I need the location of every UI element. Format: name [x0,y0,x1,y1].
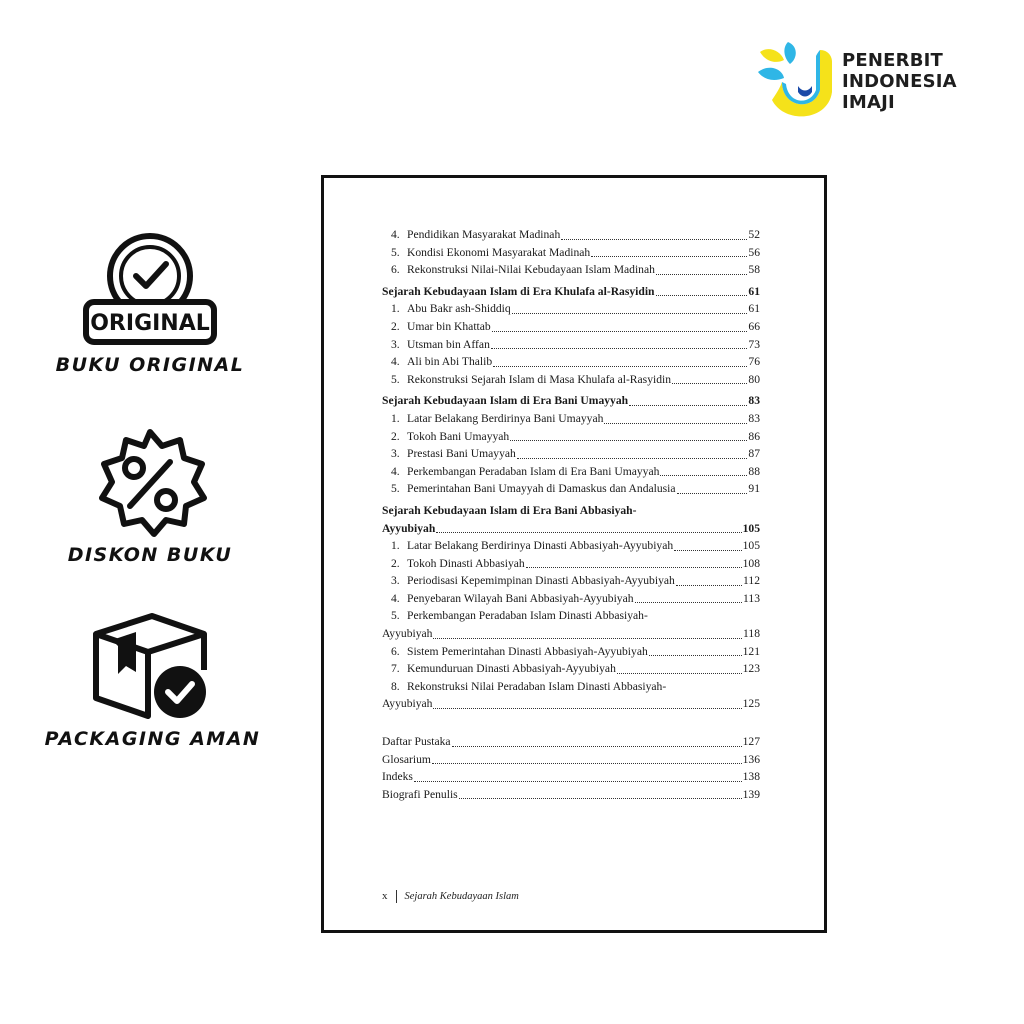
package-check-icon [88,612,218,724]
toc-item: 7. Kemunduruan Dinasti Abbasiyah-Ayyubiyah 123 [391,662,760,676]
publisher-name-line2: INDONESIA [842,71,957,92]
toc-item: 5. Kondisi Ekonomi Masyarakat Madinah 56 [391,245,760,259]
toc-back-matter: Biografi Penulis 139 [382,787,760,801]
badge-discount [55,428,245,566]
toc-item: 3. Prestasi Bani Umayyah 87 [391,447,760,461]
badge-packaging [40,612,265,750]
page-footer [382,890,519,903]
toc-item-cont: Ayyubiyah 118 [382,627,760,641]
toc-item: 5. Rekonstruksi Sejarah Islam di Masa Khulafa al-Rasyidin 80 [391,372,760,386]
toc-item: 5. Pemerintahan Bani Umayyah di Damaskus dan Andalusia 91 [391,482,760,496]
toc-item: 1. Latar Belakang Berdirinya Dinasti Abbasiyah-Ayyubiyah 105 [391,539,760,553]
toc-item: 6. Sistem Pemerintahan Dinasti Abbasiyah-Ayyubiyah 121 [391,644,760,658]
toc-back-matter: Daftar Pustaka 127 [382,735,760,749]
toc-back-matter: Indeks 138 [382,770,760,784]
toc-section-heading: Sejarah Kebudayaan Islam di Era Bani Abbasiyah- [382,503,637,517]
original-seal-icon [80,232,220,350]
toc-section-heading-cont: Ayyubiyah 105 [382,521,760,535]
toc-section-heading: Sejarah Kebudayaan Islam di Era Bani Umayyah 83 [382,394,760,408]
toc-item: 5. Perkembangan Peradaban Islam Dinasti Abbasiyah- [391,609,648,623]
toc-item: 3. Utsman bin Affan 73 [391,337,760,351]
toc-item: 2. Tokoh Dinasti Abbasiyah 108 [391,556,760,570]
toc-item: 1. Latar Belakang Berdirinya Bani Umayyah 83 [391,411,760,425]
badge-discount-caption: DISKON BUKU [67,544,233,566]
toc-item: 4. Perkembangan Peradaban Islam di Era Bani Umayyah 88 [391,464,760,478]
footer-separator [396,890,397,903]
toc-item: 4. Ali bin Abi Thalib 76 [391,355,760,369]
table-of-contents [382,226,760,803]
badge-original [55,232,245,376]
footer-page-number: x [382,890,388,903]
toc-item: 4. Pendidikan Masyarakat Madinah 52 [391,228,760,241]
toc-item: 8. Rekonstruksi Nilai Peradaban Islam Dinasti Abbasiyah- [391,679,667,693]
publisher-name-line3: IMAJI [842,92,895,113]
original-seal-text: ORIGINAL [90,311,210,336]
toc-section-heading: Sejarah Kebudayaan Islam di Era Khulafa al-Rasyidin 61 [382,284,760,298]
publisher-logo [758,42,968,122]
toc-back-matter: Glosarium 136 [382,752,760,766]
publisher-name-line1: PENERBIT [842,50,944,71]
toc-item: 4. Penyebaran Wilayah Bani Abbasiyah-Ayyubiyah 113 [391,591,760,605]
publisher-logo-icon [758,42,834,120]
discount-percent-icon [90,428,210,540]
book-page [321,175,827,933]
toc-item: 2. Umar bin Khattab 66 [391,319,760,333]
toc-item: 2. Tokoh Bani Umayyah 86 [391,429,760,443]
footer-running-title: Sejarah Kebudayaan Islam [404,891,519,903]
toc-item: 6. Rekonstruksi Nilai-Nilai Kebudayaan Islam Madinah 58 [391,263,760,277]
toc-item: 1. Abu Bakr ash-Shiddiq 61 [391,302,760,316]
badge-original-caption: BUKU ORIGINAL [55,354,245,376]
badge-packaging-caption: PACKAGING AMAN [44,728,261,750]
toc-item-cont: Ayyubiyah 125 [382,697,760,711]
toc-item: 3. Periodisasi Kepemimpinan Dinasti Abbasiyah-Ayyubiyah 112 [391,574,760,588]
